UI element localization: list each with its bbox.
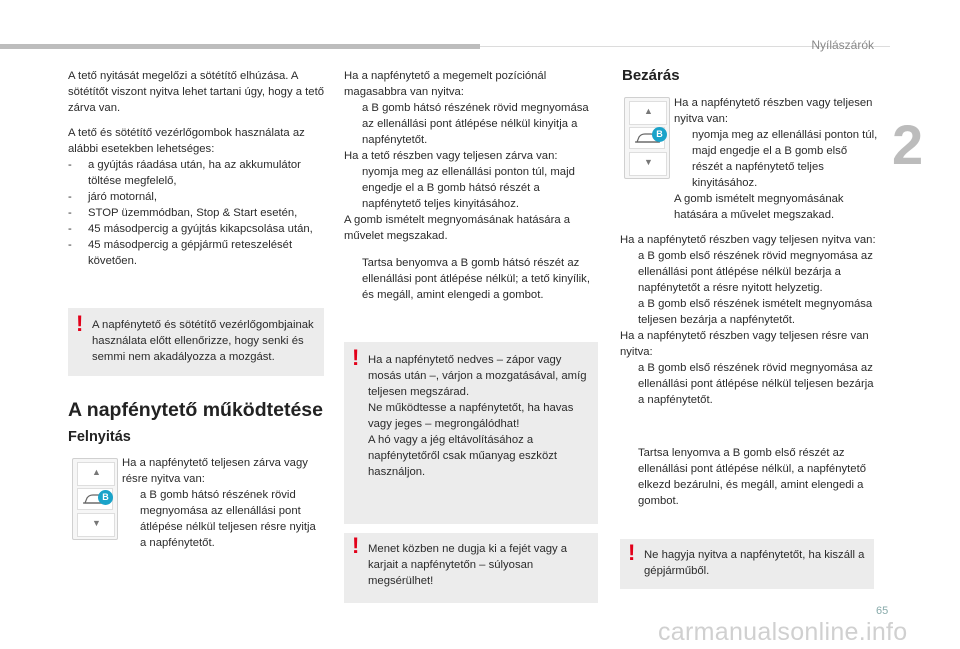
warning-icon: ! [352,345,360,370]
down-arrow-icon: ▼ [92,518,101,528]
subheading: Felnyitás [68,429,131,445]
section-heading: A napfénytető működtetése [68,399,323,421]
switch-rear [77,513,115,537]
list-item: a B gomb hátsó részének rövid megnyomása az ellenállási pont átlépése nélkül kinyitja a napfénytetőt. [362,102,589,146]
list-item: a B gomb első részének rövid megnyomása az ellenállási pont átlépése nélkül bezárja a napfénytetőt a résre nyitott helyzetig. [638,250,873,294]
list-item: - járó motornál, [68,191,158,203]
down-arrow-icon: ▼ [644,157,653,167]
col3-partial: Ha a napfénytető részben vagy teljesen nyitva van: a B gomb első részének rövid megnyomása az ellenállási pont átlépése nélkül bezárja a napfénytetőt a résre nyitott helyzetig. a B gomb első részének ismételt megnyomása teljesen bezárja a napfénytetőt. Ha a napfénytető részben vagy teljesen résre van nyitva: a B gomb első részének rövid megnyomása az ellenállási pont átlépése nélkül teljesen bezárja a napfénytetőt. [620,232,878,408]
list-item: Tartsa benyomva a B gomb hátsó részét az ellenállási pont átlépése nélkül; a tető kinyílik, és megáll, amint elengedi a gombot. [362,257,590,301]
up-arrow-icon: ▲ [92,467,101,477]
button-b-badge: B [98,490,113,505]
col3-hold [620,445,878,509]
switch-rear [629,152,667,176]
warning-text: Ne hagyja nyitva a napfénytetőt, ha kiszáll a gépjárműből. [644,549,865,577]
list-item: nyomja meg az ellenállási ponton túl, majd engedje el a B gomb hátsó részét a napfénytető teljes kinyitásához. [362,166,575,210]
chapter-number: 2 [892,113,924,176]
warning-icon: ! [352,533,360,558]
up-arrow-icon: ▲ [644,106,653,116]
list-item: - a gyújtás ráadása után, ha az akkumulátor töltése megfelelő, [68,159,301,187]
list-item: Tartsa lenyomva a B gomb első részét az ellenállási pont átlépése nélkül, a napfénytető elkezd bezárulni, és megáll, amint elengedi a gombot. [638,447,866,507]
warning-text: Ha a napfénytető nedves – zápor vagy mosás után –, várjon a mozgatásával, amíg teljesen megszárad. Ne működtesse a napfénytetőt, ha havas vagy jeges – megrongálódhat! A hó vagy a jég eltávolításához a napfénytetőről csak műanyag eszközt használjon. [368,354,587,478]
button-b-badge: B [652,127,667,142]
page-number: 65 [876,605,889,617]
warning-icon: ! [76,311,84,336]
list-item: - STOP üzemmódban, Stop & Start esetén, [68,207,298,219]
list-item: a B gomb első részének ismételt megnyomása teljesen bezárja a napfénytetőt. [638,298,873,326]
close-instructions: Ha a napfénytető részben vagy teljesen nyitva van: nyomja meg az ellenállási ponton túl, majd engedje el a B gomb első részét a napfénytető teljes kinyitásához. A gomb ismételt megnyomásának hatására a művelet megszakad. [674,97,878,221]
section-heading: Bezárás [622,67,680,84]
warning-box [68,308,324,376]
warning-text: A napfénytető és sötétítő vezérlőgombjainak használata előtt ellenőrizze, hogy senki és semmi nem akadályozza a mozgást. [92,319,314,363]
switch-front [629,101,667,125]
list-item: a B gomb első részének rövid megnyomása az ellenállási pont átlépése nélkül teljesen bezárja a napfénytetőt. [638,362,874,406]
section-title: Nyílászárók [811,38,874,52]
switch-front [77,462,115,486]
list-item: - 45 másodpercig a gépjármű reteszelését követően. [68,239,293,267]
header-bar [0,44,480,49]
col1-conditions [68,125,326,269]
paragraph: A tető nyitását megelőzi a sötétítő elhúzása. A sötétítőt viszont nyitva lehet tartani úgy, hogy a tető zárva van. [68,70,325,114]
warning-box [620,539,874,589]
list-item: a B gomb hátsó részének rövid megnyomása az ellenállási pont átlépése nélkül teljesen résre nyitja a napfénytetőt. [140,489,316,549]
warning-box [344,342,598,524]
list-item: - 45 másodpercig a gyújtás kikapcsolása után, [68,223,313,235]
paragraph: A tető és sötétítő vezérlőgombok használata az alábbi esetekben lehetséges: [68,127,305,155]
col2-instructions: Ha a napfénytető a megemelt pozíciónál magasabbra van nyitva: a B gomb hátsó részének rövid megnyomása az ellenállási pont átlépése nélkül kinyitja a napfénytetőt. Ha a tető részben vagy teljesen zárva van: nyomja meg az ellenállási ponton túl, majd engedje el a B gomb hátsó részét a napfénytető teljes kinyitásához. A gomb ismételt megnyomásának hatására a művelet megszakad. [344,68,600,244]
open-instructions: Ha a napfénytető teljesen zárva vagy résre nyitva van: a B gomb hátsó részének rövid megnyomása az ellenállási pont átlépése nélkül teljesen résre nyitja a napfénytetőt. [122,455,324,551]
list-item: nyomja meg az ellenállási ponton túl, majd engedje el a B gomb első részét a napfénytető teljes kinyitásához. [692,129,878,189]
warning-icon: ! [628,540,636,565]
warning-box [344,533,598,603]
watermark: carmanualsonline.info [658,618,908,646]
warning-text: Menet közben ne dugja ki a fejét vagy a karjait a napfénytetőn – súlyosan megsérülhet! [368,543,568,587]
col2-hold [344,255,600,303]
col1-intro [68,68,326,116]
